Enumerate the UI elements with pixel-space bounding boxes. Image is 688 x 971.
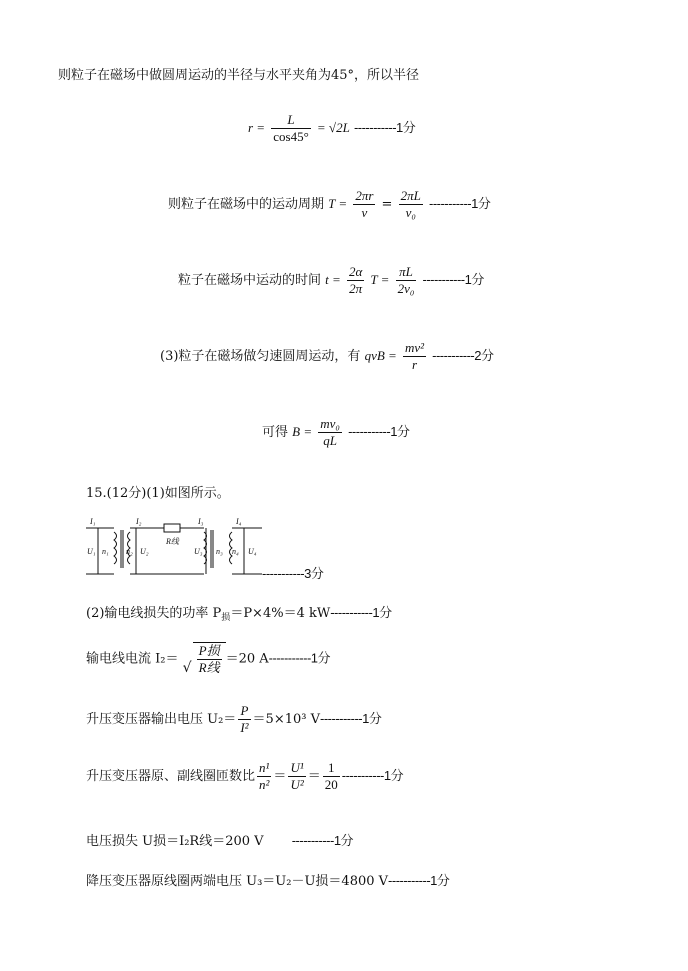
l4-frac3 [323,760,340,793]
label-U1: U₁ [87,547,96,556]
eq5-den: qL [323,433,337,448]
l3-text: 升压变压器输出电压 U₂＝ [86,712,237,727]
l4-text: 升压变压器原、副线圈匝数比 [86,769,256,784]
eq2-num2: 2πL [400,188,421,203]
eq4-den: r [411,357,417,372]
intro-text: 则粒子在磁场中做圆周运动的半径与水平夹角为45°，所以半径 [58,68,420,83]
eq4-text: (3)粒子在磁场做匀速圆周运动，有 [160,349,361,364]
l3-rest: ＝5×10³ V [252,712,320,727]
equation-force [160,340,494,373]
l4-frac1 [257,760,271,793]
l5-score: -----------1分 [291,833,354,848]
eq4-frac [403,340,426,373]
l3-num: P [238,703,250,720]
eq1-lhs: r = [248,120,266,135]
label-n3: n₃ [216,547,223,556]
eq2-den1: v [361,205,368,220]
label-n4: n₄ [232,547,239,556]
label-U2: U₂ [140,547,149,556]
l4-den2: U² [290,777,304,792]
l2-sqrt: √ $\frac{\text{P损}}{\text{R线}}$ [183,642,226,676]
eq3-T: T = [370,272,390,287]
l2-score: -----------1分 [268,650,331,666]
eq1-den: cos45° [273,129,309,144]
eq5-lhs: B = [292,424,313,439]
question-15: 15.(12分)(1)如图所示。 [86,486,230,501]
l3-frac [238,703,250,736]
circuit-score: -----------3分 [262,566,324,581]
label-I1: I₁ [90,517,96,526]
l3-den: I² [240,720,249,735]
label-I2: I₂ [136,517,142,526]
eq2-frac2 [399,188,423,221]
equation-period [168,188,490,221]
l1-sub: 损 [221,613,231,623]
label-n2: n₂ [126,547,133,556]
eq3-frac1 [347,264,364,297]
l2-rest: ＝20 A [225,651,269,667]
l6-text: 降压变压器原线圈两端电压 U₃＝U₂－U损＝4800 V [86,874,389,889]
l2-frac [197,643,222,676]
line-primary-voltage [86,870,449,889]
eq1-score: -----------1分 [353,120,416,135]
label-I4: I₄ [236,517,242,526]
label-n1: n₁ [102,547,109,556]
line-output-voltage [86,703,381,736]
l4-frac2 [288,760,305,793]
label-I3: I₃ [198,517,204,526]
l3-score: -----------1分 [320,711,382,726]
l2-text: 输电线电流 I₂＝ [86,651,179,667]
l5-text: 电压损失 U损＝I₂R线＝200 V [86,834,264,849]
eq3-den1: 2π [349,281,363,296]
eq3-num2: πL [396,264,417,281]
eq2-score: -----------1分 [428,196,491,211]
equation-radius [248,112,415,145]
eq4-num: mv² [404,340,424,355]
eq3-score: -----------1分 [422,272,484,287]
eq5-frac [318,416,342,449]
eq5-num: mv₀ [320,416,340,431]
l2-num: P损 [198,643,220,658]
eq5-score: -----------1分 [348,424,410,439]
eq5-text: 可得 [262,425,289,440]
eq2-eq: = [381,197,393,212]
eq1-mid: = √2L [316,120,350,135]
l4-den1: n² [259,777,270,792]
l6-score: -----------1分 [388,873,450,888]
label-U4: U₄ [248,547,257,556]
circuit-diagram [84,514,264,578]
eq3-num1: 2α [348,264,363,279]
l1-score: -----------1分 [330,605,392,620]
l4-eq2: ＝ [307,769,321,784]
eq2-frac1 [353,188,375,221]
l4-den3: 20 [324,777,338,792]
eq2-T: T = [328,196,348,211]
eq2-text: 则粒子在磁场中的运动周期 [168,197,325,212]
l4-score: -----------1分 [341,768,404,783]
line-current [86,642,330,676]
line-voltage-loss [86,830,353,849]
eq3-t: t = [325,272,341,287]
eq3-den2: 2v₀ [397,281,415,296]
label-R-line: R线 [166,537,179,546]
equation-B [262,416,409,449]
line-power-loss [86,602,392,623]
l4-num1: n¹ [259,760,270,775]
l1-text: (2)输电线损失的功率 P [86,606,222,621]
eq2-den2: v₀ [405,205,416,220]
eq1-fraction [271,112,311,145]
l4-eq1: ＝ [273,769,287,784]
equation-time [178,264,484,297]
eq1-num: L [271,112,311,129]
l2-den: R线 [198,660,220,675]
eq4-score: -----------2分 [432,348,494,363]
l1-rest: ＝P×4%＝4 kW [230,606,331,621]
eq3-frac2 [396,264,417,297]
label-U3: U₃ [194,547,203,556]
l4-num3: 1 [323,760,340,777]
l4-num2: U¹ [290,760,304,775]
eq3-text: 粒子在磁场中运动的时间 [178,273,322,288]
eq4-lhs: qvB = [364,348,397,363]
line-turns-ratio [86,760,403,793]
eq2-num1: 2πr [355,188,374,203]
